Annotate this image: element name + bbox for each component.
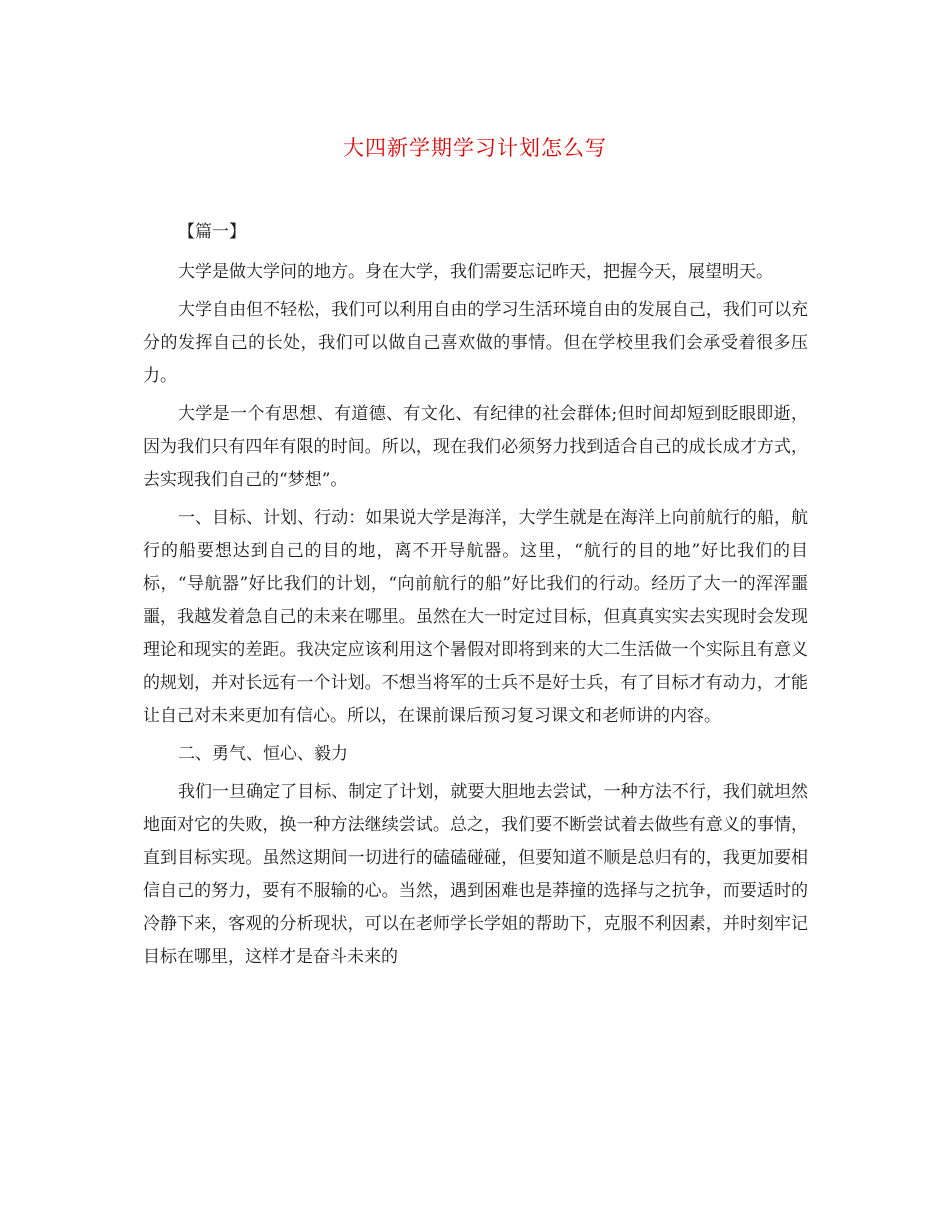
paragraph: 大学自由但不轻松，我们可以利用自由的学习生活环境自由的发展自己，我们可以充分的发挥自己的长处，我们可以做自己喜欢做的事情。但在学校里我们会承受着很多压力。 [143,300,808,386]
paragraph: 我们一旦确定了目标、制定了计划，就要大胆地去尝试，一种方法不行，我们就坦然地面对它的失败，换一种方法继续尝试。总之，我们要不断尝试着去做些有意义的事情，直到目标实现。虽然这期间一切进行的磕磕碰碰，但要知道不顺是总归有的，我更加要相信自己的努力，要有不服输的心。当然，遇到困难也是莽撞的选择与之抗争，而要适时的冷静下来，客观的分析现状，可以在老师学长学姐的帮助下，克服不利因素，并时刻牢记目标在哪里，这样才是奋斗未来的 [143,782,808,967]
paragraph: 一、目标、计划、行动：如果说大学是海洋，大学生就是在海洋上向前航行的船，航行的船要想达到自己的目的地，离不开导航器。这里，“航行的目的地”好比我们的目标，“导航器”好比我们的计划，“向前航行的船”好比我们的行动。经历了大一的浑浑噩噩，我越发着急自己的未来在哪里。虽然在大一时定过目标，但真真实实去实现时会发现理论和现实的差距。我决定应该利用这个暑假对即将到来的大二生活做一个实际且有意义的规划，并对长远有一个计划。不想当将军的士兵不是好士兵，有了目标才有动力，才能让自己对未来更加有信心。所以，在课前课后预习复习课文和老师讲的内容。 [143,508,808,726]
section-label: 【篇一】 [178,222,246,242]
document-body [143,256,808,979]
paragraph: 大学是一个有思想、有道德、有文化、有纪律的社会群体;但时间却短到眨眼即逝，因为我们只有四年有限的时间。所以，现在我们必须努力找到适合自己的成长成才方式，去实现我们自己的“梦想”。 [143,404,808,490]
section-heading: 二、勇气、恒心、毅力 [178,744,348,764]
paragraph: 大学是做大学问的地方。身在大学，我们需要忘记昨天，把握今天，展望明天。 [178,262,773,282]
document-title: 大四新学期学习计划怎么写 [343,136,607,160]
